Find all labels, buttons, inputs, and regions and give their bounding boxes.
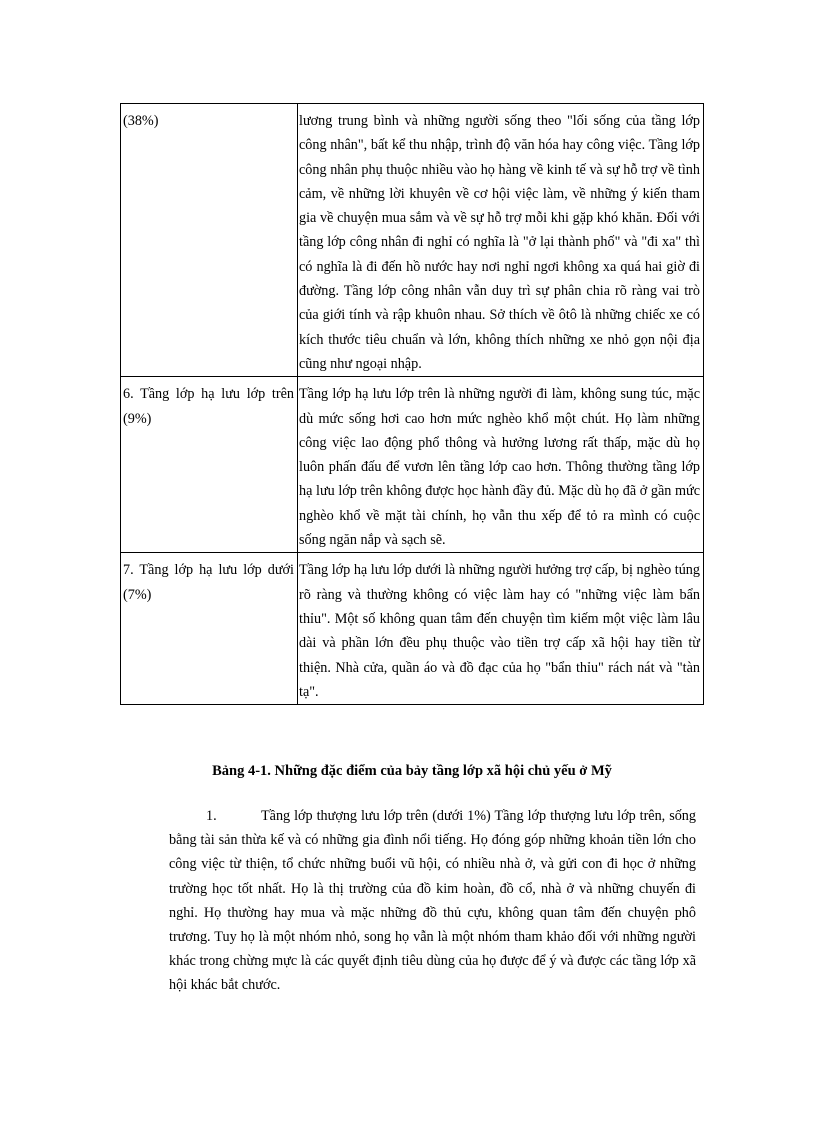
table-row [121, 104, 704, 377]
table-row [121, 553, 704, 705]
class-description-cell: Tầng lớp hạ lưu lớp dưới là những người hưởng trợ cấp, bị nghèo túng rõ ràng và thường không có việc làm hay có "những việc làm bẩn thỉu". Một số không quan tâm đến chuyện tìm kiếm một việc làm lâu dài và phần lớn đều phụ thuộc vào tiền trợ cấp xã hội hay tiền từ thiện. Nhà cửa, quần áo và đồ đạc của họ "bẩn thỉu" rách nát và "tàn tạ". [298, 553, 704, 705]
paragraph-text: Tầng lớp thượng lưu lớp trên (dưới 1%) Tầng lớp thượng lưu lớp trên, sống bằng tài sản thừa kế và có những gia đình nổi tiếng. Họ đóng góp những khoản tiền lớn cho công việc từ thiện, tổ chức những buổi vũ hội, có nhiều nhà ở, và gửi con đi học ở những trường học tốt nhất. Họ là thị trường của đồ kim hoàn, đồ cổ, nhà ở và những chuyến đi nghỉ. Họ thường hay mua và mặc những đồ thủ cựu, không quan tâm đến chuyện phô trương. Tuy họ là một nhóm nhỏ, song họ vẫn là một nhóm tham khảo đối với những người khác trong chừng mực là các quyết định tiêu dùng của họ được để ý và được các tầng lớp xã hội khác bắt chước. [169, 808, 696, 994]
social-class-table [120, 103, 704, 705]
body-paragraph [169, 804, 696, 998]
paragraph-number: 1. [206, 808, 217, 824]
class-label-cell: 6. Tầng lớp hạ lưu lớp trên (9%) [121, 377, 298, 553]
class-label-cell: (38%) [121, 104, 298, 377]
class-description-cell: lương trung bình và những người sống theo "lối sống của tầng lớp công nhân", bất kể thu nhập, trình độ văn hóa hay công việc. Tầng lớp công nhân phụ thuộc nhiều vào họ hàng về kinh tế và sự hỗ trợ về tình cảm, về những lời khuyên về cơ hội việc làm, về những ý kiến tham gia về chuyện mua sắm và về sự hỗ trợ mỗi khi gặp khó khăn. Đối với tầng lớp công nhân đi nghỉ có nghĩa là "ở lại thành phố" và "đi xa" thì có nghĩa là đi đến hồ nước hay nơi nghỉ ngơi không xa quá hai giờ đi đường. Tầng lớp công nhân vẫn duy trì sự phân chia rõ ràng vai trò của giới tính và rập khuôn nhau. Sở thích về ôtô là những chiếc xe có kích thước tiêu chuẩn và lớn, không thích những xe nhỏ gọn nội địa cũng như ngoại nhập. [298, 104, 704, 377]
class-description-cell: Tầng lớp hạ lưu lớp trên là những người đi làm, không sung túc, mặc dù mức sống hơi cao hơn mức nghèo khổ một chút. Họ làm những công việc lao động phổ thông và hưởng lương rất thấp, mặc dù họ luôn phấn đấu để vươn lên tầng lớp cao hơn. Thông thường tầng lớp hạ lưu lớp trên không được học hành đầy đủ. Mặc dù họ đã ở gần mức nghèo khổ về mặt tài chính, họ vẫn thu xếp để tỏ ra mình có cuộc sống ngăn nắp và sạch sẽ. [298, 377, 704, 553]
table-caption: Bảng 4-1. Những đặc điểm của bảy tầng lớp xã hội chủ yếu ở Mỹ [212, 763, 612, 779]
class-label-cell: 7. Tầng lớp hạ lưu lớp dưới (7%) [121, 553, 298, 705]
table-row [121, 377, 704, 553]
